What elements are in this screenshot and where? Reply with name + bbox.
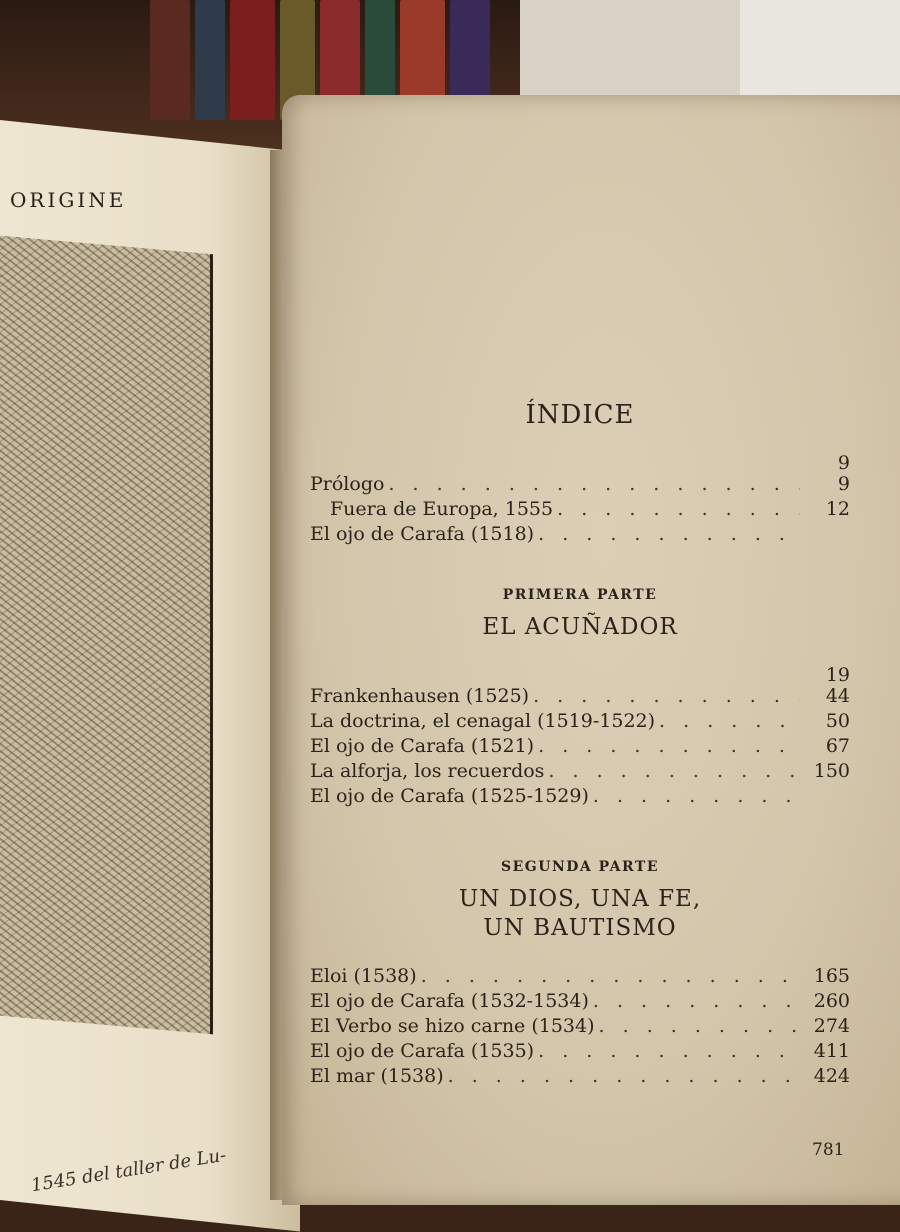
part-title xyxy=(310,885,850,943)
part-title: EL ACUÑADOR xyxy=(482,614,678,640)
index-title: ÍNDICE xyxy=(525,400,635,430)
leader-dots xyxy=(538,1039,800,1064)
leader-dots xyxy=(548,759,800,784)
leader-dots xyxy=(659,709,800,734)
part-label: PRIMERA PARTE xyxy=(502,587,658,603)
toc-entry xyxy=(310,684,850,709)
toc-entry xyxy=(310,497,850,522)
toc-entry-name: Eloi (1538) xyxy=(310,965,417,988)
leader-dots xyxy=(533,684,800,709)
toc-entry-name: El ojo de Carafa (1532-1534) xyxy=(310,990,589,1013)
toc-entry-page: 67 xyxy=(825,734,850,757)
toc-entry xyxy=(310,784,850,809)
toc-entry-page: 9 xyxy=(837,473,850,495)
toc-entry xyxy=(310,989,850,1014)
book-spine xyxy=(150,0,190,120)
leader-dots xyxy=(448,1064,800,1089)
leader-dots xyxy=(593,989,800,1014)
toc-entry-page: 424 xyxy=(813,1065,850,1088)
toc-entry xyxy=(310,522,850,547)
leader-dots xyxy=(421,964,800,989)
woodcut-illustration xyxy=(0,236,213,1035)
toc-entry xyxy=(310,1064,850,1089)
toc-entry-page: 50 xyxy=(825,709,850,732)
toc-entry-name: El ojo de Carafa (1525-1529) xyxy=(310,784,589,807)
prologue-page-number: 9 xyxy=(837,452,850,474)
toc-entry xyxy=(310,1039,850,1064)
bookcase xyxy=(740,0,900,110)
leader-dots xyxy=(593,784,800,809)
woodcut-title: ORIGINE xyxy=(10,188,127,212)
leader-dots xyxy=(557,497,800,522)
toc-entry xyxy=(310,709,850,734)
book-spine xyxy=(195,0,225,120)
toc-entry-name: Prólogo xyxy=(310,473,385,495)
toc-entry-name: Fuera de Europa, 1555 xyxy=(330,498,554,520)
toc-entry-page: 411 xyxy=(813,1040,850,1063)
toc-entry-page: 150 xyxy=(813,759,850,782)
toc-entry-name: La alforja, los recuerdos xyxy=(310,759,545,782)
table-of-contents xyxy=(310,400,850,1089)
leader-dots xyxy=(599,1014,800,1039)
toc-entry xyxy=(310,734,850,759)
toc-entry-name: El ojo de Carafa (1521) xyxy=(310,734,535,757)
toc-entry-name: El mar (1538) xyxy=(310,1065,444,1088)
toc-entry xyxy=(310,964,850,989)
leader-dots xyxy=(538,522,800,547)
toc-entry-page: 165 xyxy=(813,965,850,988)
toc-entry xyxy=(310,759,850,784)
page-number: 781 xyxy=(812,1140,845,1160)
part-title-line: UN BAUTISMO xyxy=(483,914,677,941)
toc-entry-page: 274 xyxy=(813,1015,850,1038)
part-label: SEGUNDA PARTE xyxy=(501,858,659,875)
toc-entry xyxy=(310,1014,850,1039)
toc-entry xyxy=(310,472,850,497)
left-page-caption: 1545 del taller de Lu- xyxy=(29,1144,228,1197)
toc-entry-name: El ojo de Carafa (1518) xyxy=(310,523,535,545)
toc-entry-name: Frankenhausen (1525) xyxy=(310,684,530,707)
toc-entry-page: 260 xyxy=(813,990,850,1013)
toc-entry-name: La doctrina, el cenagal (1519-1522) xyxy=(310,709,656,732)
book-spine xyxy=(230,0,275,120)
toc-entry-name: El ojo de Carafa (1535) xyxy=(310,1040,535,1063)
toc-entry-page: 44 xyxy=(825,684,850,707)
leader-dots xyxy=(388,472,800,497)
toc-entry-page: 12 xyxy=(825,498,850,520)
part-first-page-number: 19 xyxy=(825,663,850,686)
part-title-line: UN DIOS, UNA FE, xyxy=(458,885,702,912)
toc-entry-name: El Verbo se hizo carne (1534) xyxy=(310,1015,595,1038)
leader-dots xyxy=(538,734,800,759)
